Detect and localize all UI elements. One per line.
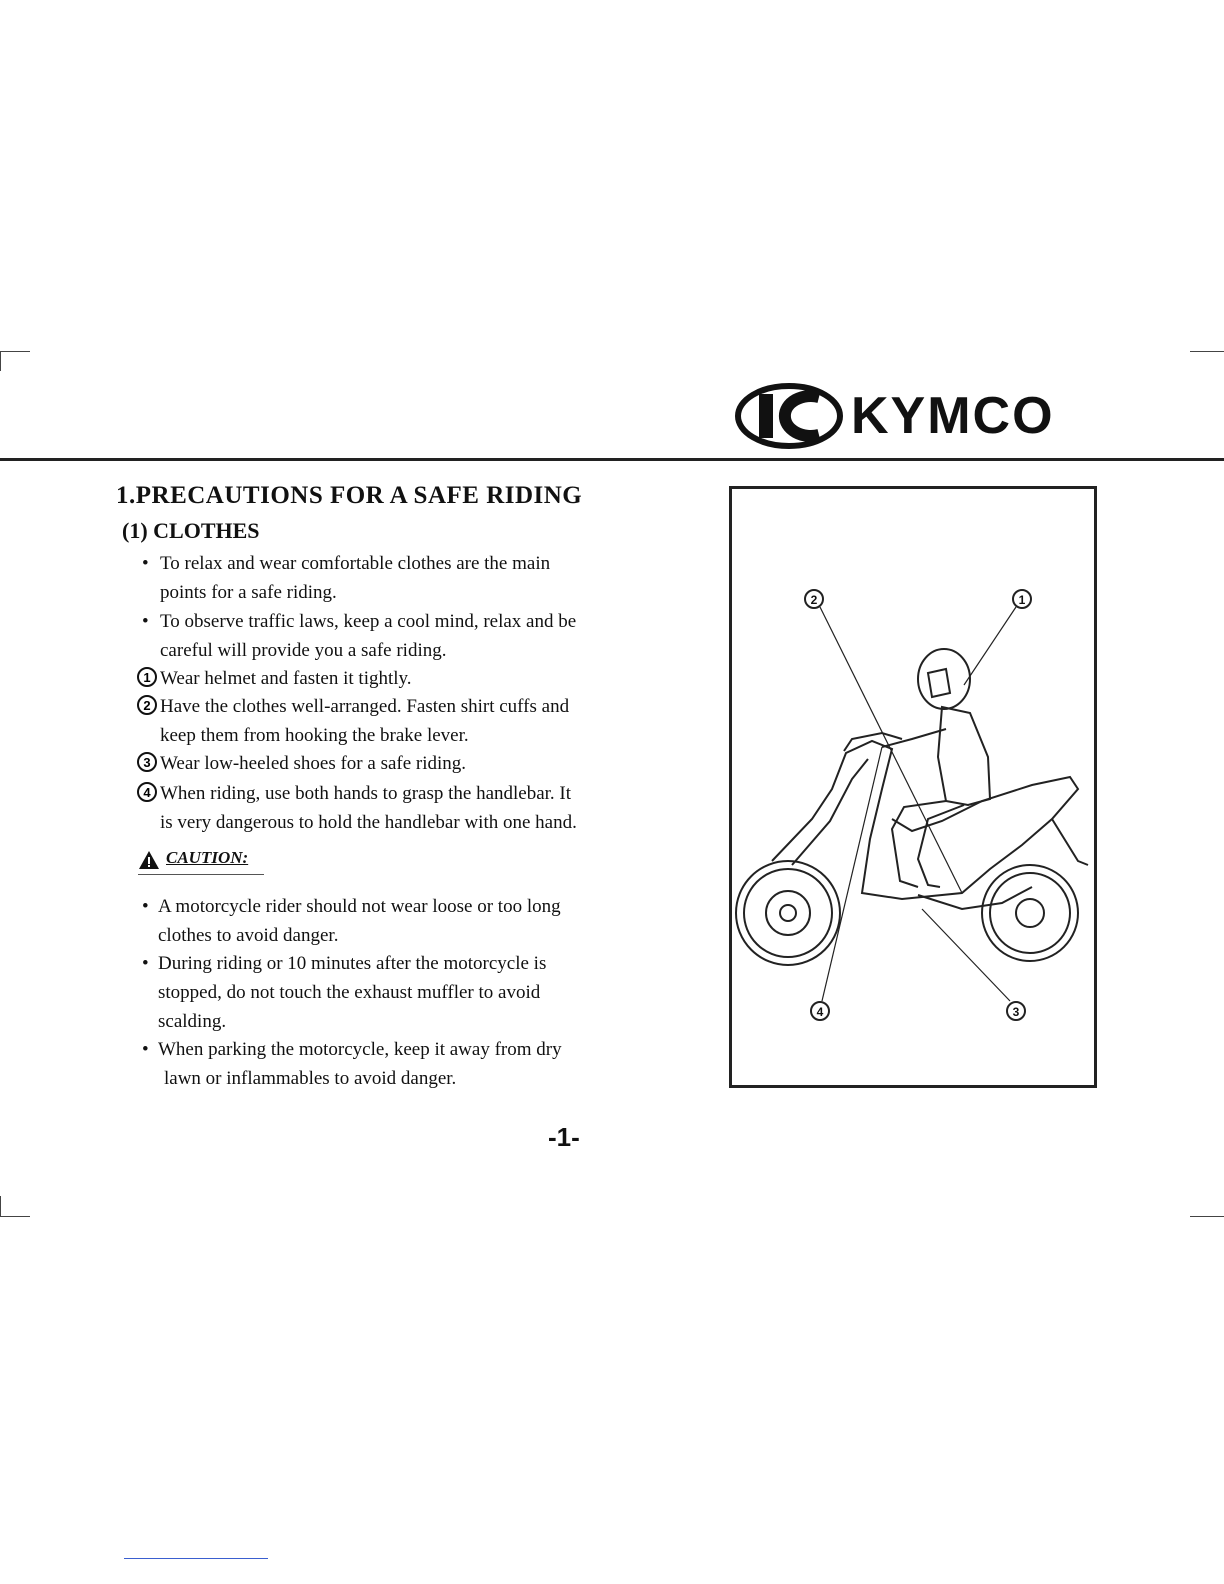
bullet-dot-icon: •: [142, 953, 149, 974]
svg-text:2: 2: [143, 698, 151, 713]
warning-triangle-icon: [138, 850, 160, 870]
crop-mark-top-right: [1190, 351, 1224, 352]
bullet-line: points for a safe riding.: [160, 582, 337, 603]
caution-bullet: [142, 1035, 662, 1093]
kymco-k-emblem-icon: [735, 383, 843, 449]
callout-2: 2: [810, 593, 818, 607]
caution-label: CAUTION:: [166, 848, 249, 867]
numbered-item-4: [136, 779, 666, 837]
crop-mark-bottom-right: [1190, 1216, 1224, 1217]
section-subtitle: (1) CLOTHES: [122, 518, 260, 543]
svg-text:1: 1: [143, 670, 151, 685]
numbered-line: Wear low-heeled shoes for a safe riding.: [160, 753, 467, 774]
scooter-rider-illustration: [732, 489, 1094, 1085]
bullet-item: [142, 549, 662, 607]
circled-number-1-icon: [136, 666, 158, 688]
caution-line: lawn or inflammables to avoid danger.: [164, 1068, 457, 1089]
bullet-dot-icon: •: [142, 1039, 149, 1060]
caution-line: scalding.: [158, 1011, 227, 1032]
header-rule: [0, 458, 1224, 461]
circled-number-2-icon: [136, 694, 158, 716]
caution-line: When parking the motorcycle, keep it away from dry: [158, 1039, 562, 1060]
numbered-line: When riding, use both hands to grasp the handlebar. It: [160, 783, 572, 804]
svg-text:4: 4: [143, 785, 151, 800]
caution-line: During riding or 10 minutes after the motorcycle is: [158, 953, 547, 974]
callout-4: 4: [816, 1005, 824, 1019]
numbered-line: Wear helmet and fasten it tightly.: [160, 668, 412, 689]
numbered-item-1: [136, 664, 666, 693]
numbered-line: is very dangerous to hold the handlebar with one hand.: [160, 812, 577, 833]
crop-mark-top-left: [0, 351, 30, 352]
circled-number-4-icon: [136, 781, 158, 803]
callout-1: 1: [1018, 593, 1026, 607]
bullet-line: To relax and wear comfortable clothes are the main: [160, 553, 551, 574]
caution-line: clothes to avoid danger.: [158, 925, 339, 946]
caution-bullet: [142, 949, 662, 1036]
circled-number-3-icon: [136, 751, 158, 773]
bullet-line: careful will provide you a safe riding.: [160, 640, 447, 661]
caution-underline: [138, 874, 264, 875]
crop-mark-bottom-left-v: [0, 1196, 1, 1216]
brand-name: KYMCO: [851, 387, 1055, 445]
bullet-item: [142, 607, 662, 665]
caution-heading: [140, 848, 248, 868]
numbered-line: Have the clothes well-arranged. Fasten shirt cuffs and: [160, 696, 570, 717]
numbered-item-2: [136, 692, 666, 750]
page-number: -1-: [548, 1122, 580, 1152]
numbered-line: keep them from hooking the brake lever.: [160, 725, 469, 746]
crop-mark-top-left-v: [0, 351, 1, 371]
bullet-line: To observe traffic laws, keep a cool mind, relax and be: [160, 611, 577, 632]
svg-text:3: 3: [143, 755, 151, 770]
rider-figure: [729, 486, 1097, 1088]
callout-3: 3: [1012, 1005, 1020, 1019]
numbered-item-3: [136, 749, 666, 778]
bullet-dot-icon: •: [142, 611, 149, 632]
caution-line: A motorcycle rider should not wear loose or too long: [158, 896, 561, 917]
caution-bullet: [142, 892, 662, 950]
bullet-dot-icon: •: [142, 553, 149, 574]
kymco-logo: [735, 383, 1095, 449]
crop-mark-bottom-left: [0, 1216, 30, 1217]
caution-line: stopped, do not touch the exhaust muffler to avoid: [158, 982, 541, 1003]
bullet-dot-icon: •: [142, 896, 149, 917]
bottom-link-underline: [124, 1558, 268, 1559]
section-title: 1.PRECAUTIONS FOR A SAFE RIDING: [116, 482, 583, 509]
